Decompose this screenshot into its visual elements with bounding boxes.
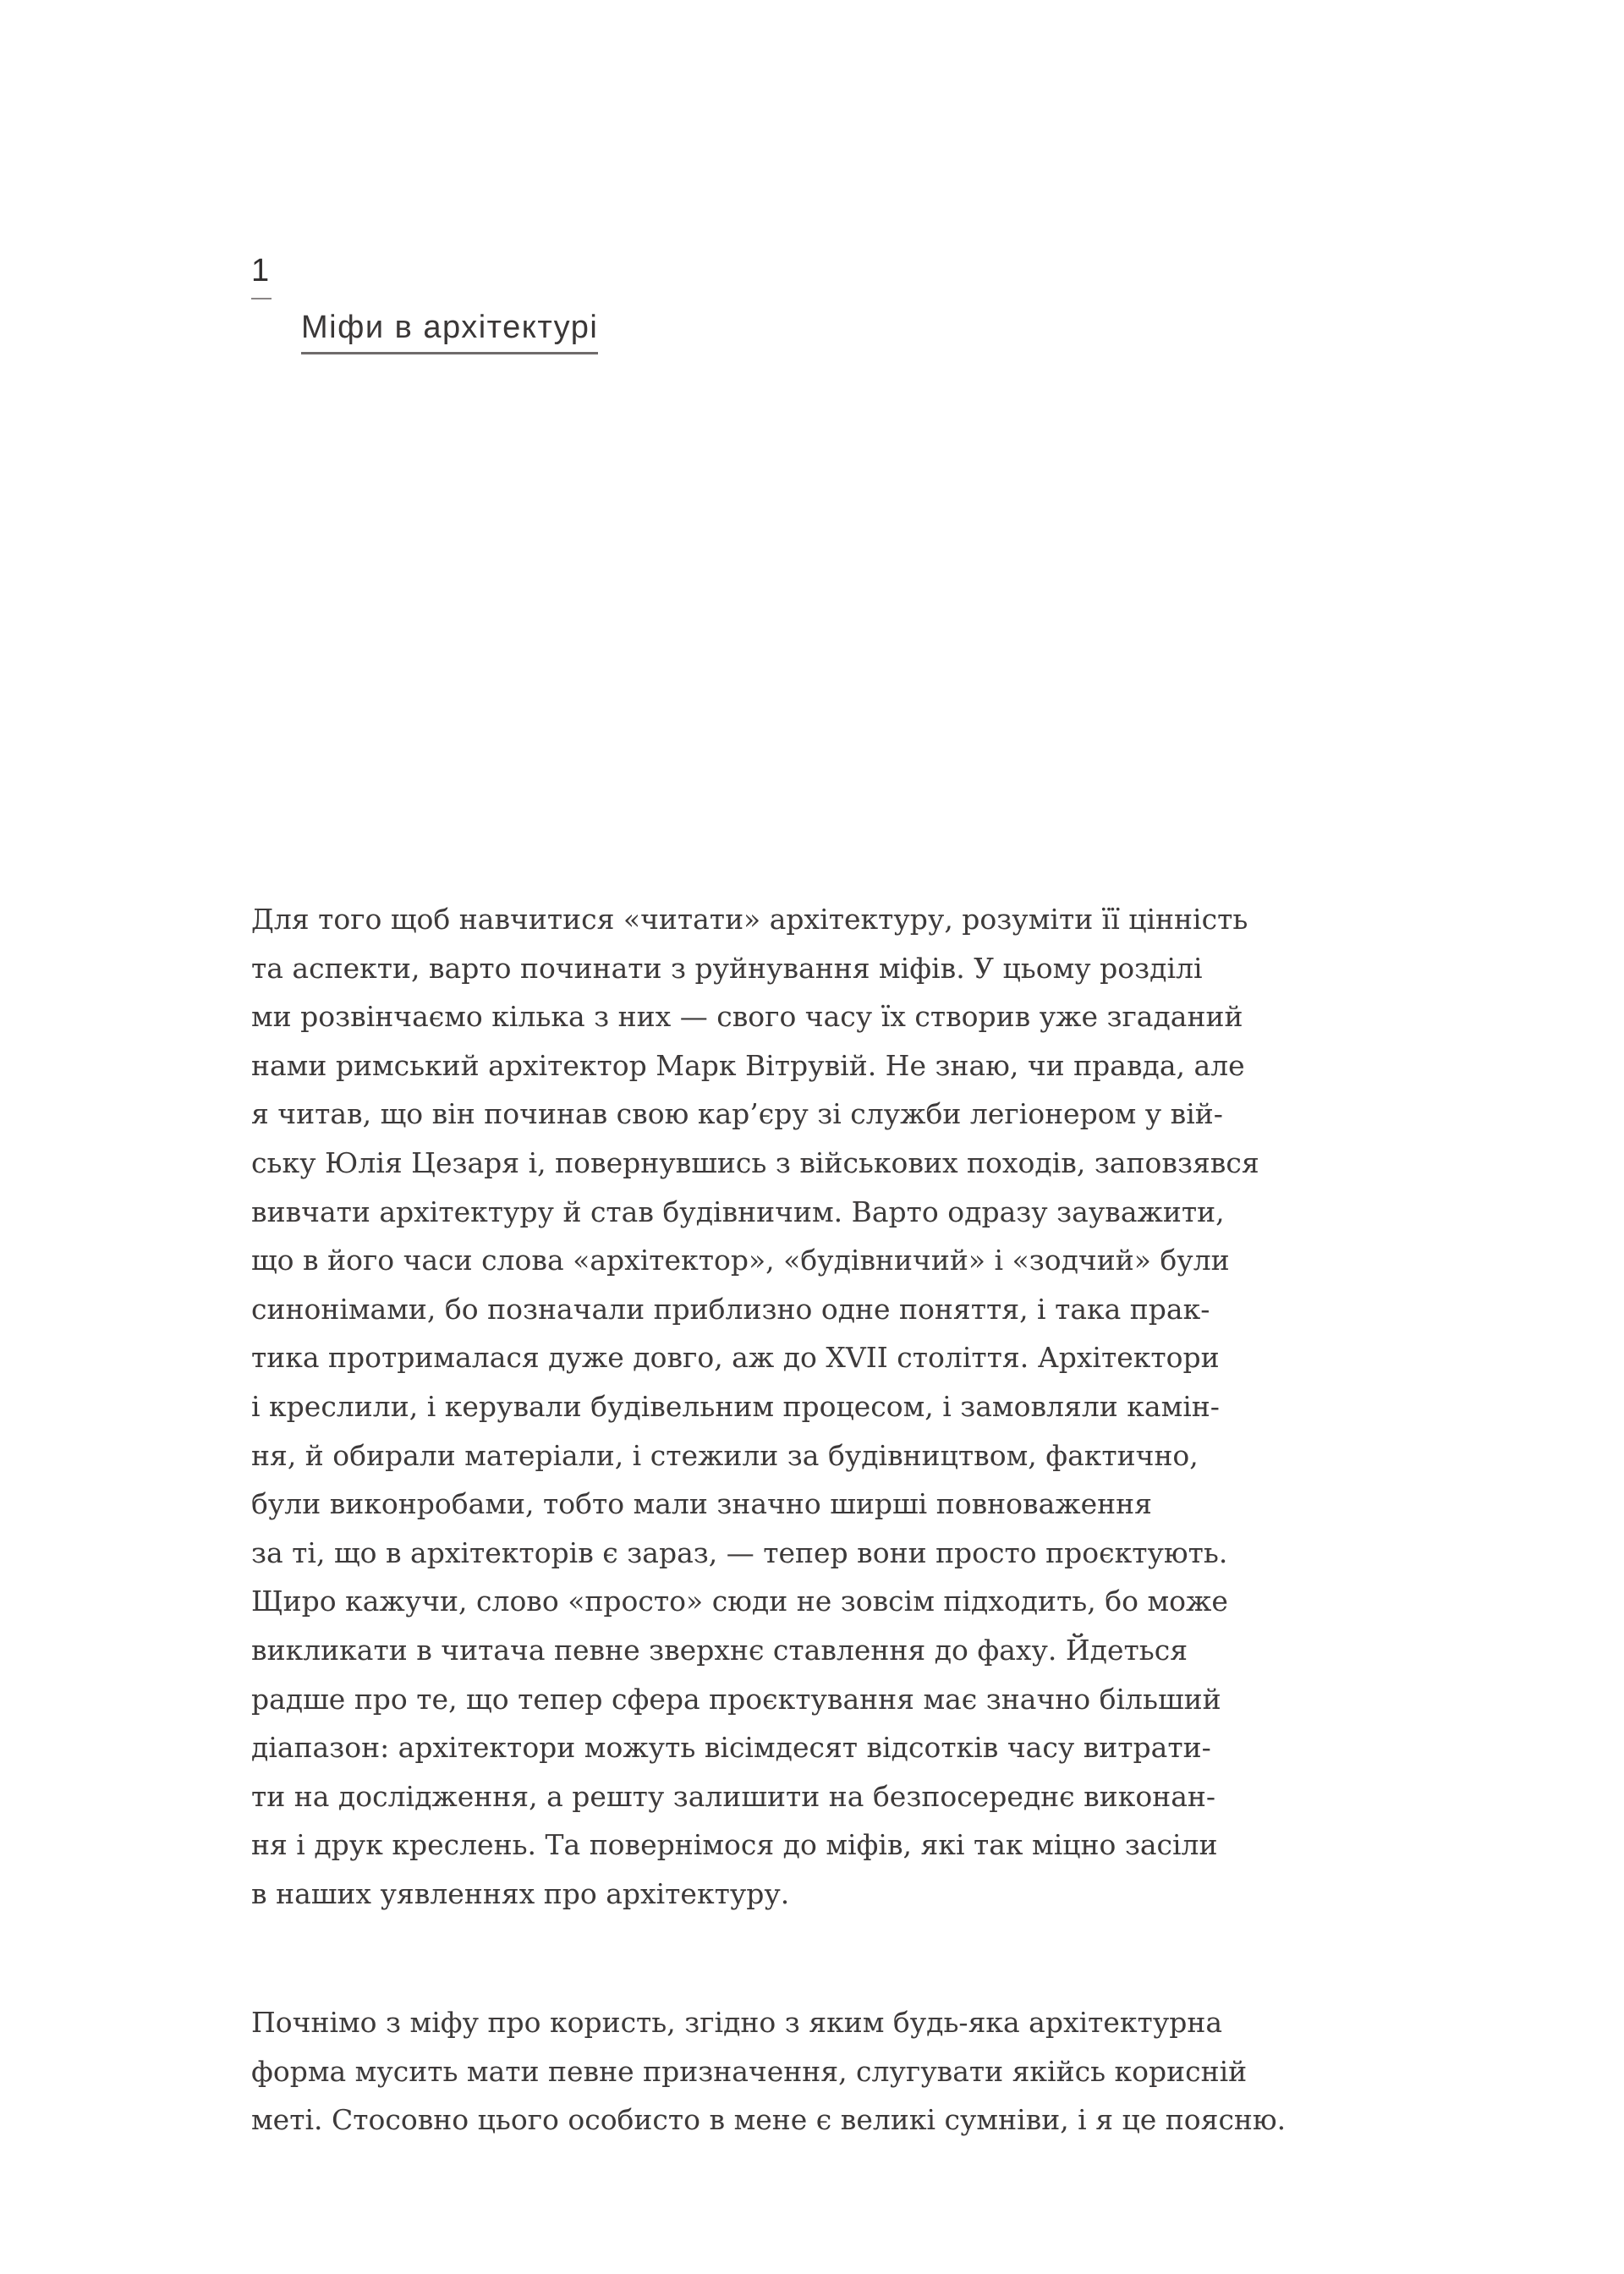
chapter-number: 1	[251, 253, 270, 288]
text-line: викликати в читача певне зверхнє ставлення до фаху. Йдеться	[251, 1633, 1188, 1667]
paragraph-intro	[251, 895, 1486, 1918]
text-line: радше про те, що тепер сфера проєктування має значно більший	[251, 1682, 1221, 1716]
text-line: Щиро кажучи, слово «просто» сюди не зовсім підходить, бо може	[251, 1585, 1228, 1618]
text-line: та аспекти, варто починати з руйнування міфів. У цьому розділі	[251, 951, 1203, 985]
text-line: ми розвінчаємо кілька з них — свого часу їх створив уже згаданий	[251, 1000, 1243, 1034]
chapter-number-rule	[251, 298, 272, 299]
text-line: синонімами, бо позначали приблизно одне поняття, і така прак-	[251, 1292, 1210, 1326]
text-line: тика протрималася дуже довго, аж до XVII століття. Архітектори	[251, 1341, 1220, 1375]
text-line: я читав, що він починав свою кар’єру зі служби легіонером у вій-	[251, 1097, 1223, 1131]
text-line: діапазон: архітектори можуть вісімдесят відсотків часу витрати-	[251, 1731, 1211, 1765]
text-line: Для того щоб навчитися «читати» архітектуру, розуміти її цінність	[251, 903, 1248, 936]
text-line: в наших уявленнях про архітектуру.	[251, 1876, 790, 1910]
text-line: ня, й обирали матеріали, і стежили за будівництвом, фактично,	[251, 1438, 1199, 1472]
text-line: вивчати архітектуру й став будівничим. Варто одразу зауважити,	[251, 1195, 1225, 1228]
paragraph-myth-of-utility	[251, 1998, 1486, 2145]
text-line: що в його часи слова «архітектор», «будівничий» і «зодчий» були	[251, 1244, 1230, 1277]
text-line: нами римський архітектор Марк Вітрувій. Не знаю, чи правда, але	[251, 1048, 1245, 1082]
text-line: ня і друк креслень. Та повернімося до міфів, які так міцно засіли	[251, 1828, 1218, 1862]
text-line: Почнімо з міфу про користь, згідно з яким будь-яка архітектурна	[251, 2006, 1223, 2039]
text-line: ти на дослідження, а решту залишити на безпосереднє виконан-	[251, 1779, 1216, 1813]
text-line: ську Юлія Цезаря і, повернувшись з військових походів, заповзявся	[251, 1145, 1259, 1179]
chapter-title: Міфи в архітектурі	[301, 306, 598, 354]
text-line: меті. Стосовно цього особисто в мене є великі сумніви, і я це поясню.	[251, 2103, 1287, 2137]
text-line: були виконробами, тобто мали значно ширші повноваження	[251, 1487, 1152, 1521]
text-line: за ті, що в архітекторів є зараз, — тепер вони просто проєктують.	[251, 1535, 1228, 1569]
text-line: форма мусить мати певне призначення, слугувати якійсь корисній	[251, 2054, 1248, 2088]
text-line: і креслили, і керували будівельним процесом, і замовляли камін-	[251, 1389, 1220, 1423]
